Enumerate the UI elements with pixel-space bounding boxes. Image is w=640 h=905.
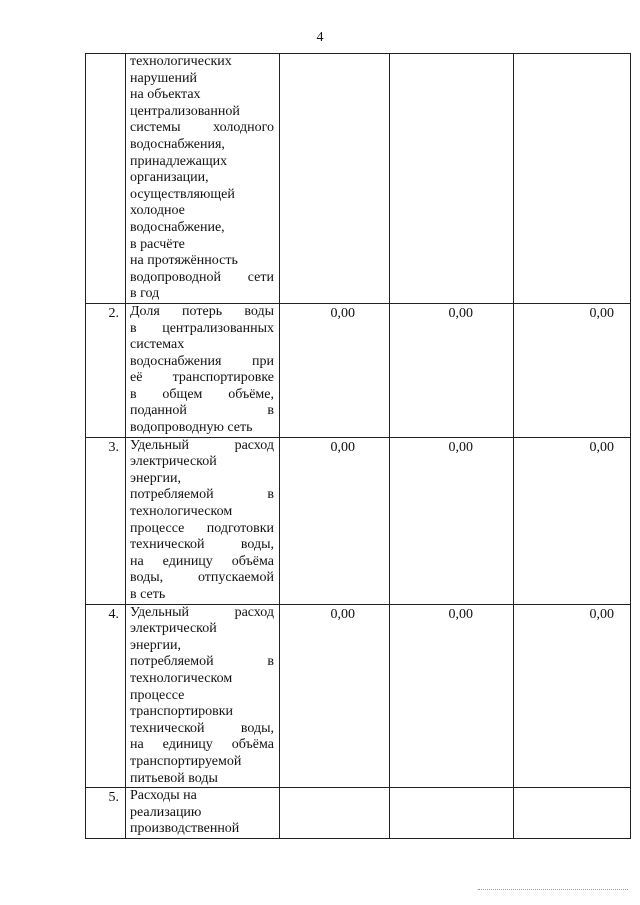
indicator-description bbox=[126, 54, 280, 304]
description-line: технологическом bbox=[130, 670, 233, 686]
table-row bbox=[86, 604, 631, 788]
footer-dotted-line bbox=[478, 889, 628, 890]
indicator-description bbox=[126, 437, 280, 604]
row-number: 3. bbox=[86, 437, 126, 604]
table-row bbox=[86, 303, 631, 437]
description-line: потребляемой в bbox=[130, 654, 274, 670]
description-line: водоснабжения, bbox=[130, 136, 225, 152]
description-line: энергии, bbox=[130, 470, 181, 486]
description-line: в сеть bbox=[130, 587, 166, 602]
row-number: 2. bbox=[86, 303, 126, 437]
value-cell-v2: 0,00 bbox=[390, 303, 514, 437]
value-cell-v2 bbox=[390, 788, 514, 839]
table-row bbox=[86, 788, 631, 839]
description-line: нарушений bbox=[130, 70, 197, 86]
description-line: на протяжённость bbox=[130, 253, 238, 269]
value-cell-v1: 0,00 bbox=[280, 437, 390, 604]
description-line: технологическом bbox=[130, 504, 233, 520]
table-row bbox=[86, 54, 631, 304]
description-line: производственной bbox=[130, 821, 240, 837]
description-line: в общем объёме, bbox=[130, 386, 274, 402]
description-line: Удельный расход bbox=[130, 604, 274, 620]
description-line: электрической bbox=[130, 454, 217, 470]
description-line: в централизованных bbox=[130, 320, 274, 336]
description-line: Удельный расход bbox=[130, 437, 274, 453]
description-line: её транспортировке bbox=[130, 370, 274, 386]
indicator-description bbox=[126, 604, 280, 788]
description-line: в год bbox=[130, 286, 160, 302]
value-cell-v1 bbox=[280, 54, 390, 304]
description-line: централизованной bbox=[130, 103, 240, 119]
value-cell-v3 bbox=[514, 788, 631, 839]
description-line: в расчёте bbox=[130, 236, 185, 252]
description-line: водоснабжение, bbox=[130, 219, 225, 235]
description-line: транспортировки bbox=[130, 704, 234, 720]
description-line: электрической bbox=[130, 621, 217, 637]
description-line: осуществляющей bbox=[130, 186, 235, 202]
value-cell-v3: 0,00 bbox=[514, 303, 631, 437]
description-line: технологических bbox=[130, 54, 232, 69]
description-line: на объектах bbox=[130, 87, 201, 103]
description-line: воды, отпускаемой bbox=[130, 570, 274, 586]
description-line: Расходы на bbox=[130, 788, 197, 804]
description-line: системы холодного bbox=[130, 120, 274, 136]
description-line: технической воды, bbox=[130, 537, 274, 553]
value-cell-v3: 0,00 bbox=[514, 437, 631, 604]
value-cell-v2 bbox=[390, 54, 514, 304]
table-body bbox=[86, 54, 631, 839]
value-cell-v1 bbox=[280, 788, 390, 839]
description-line: водопроводной сети bbox=[130, 269, 274, 285]
value-cell-v1: 0,00 bbox=[280, 303, 390, 437]
description-line: системах bbox=[130, 337, 185, 353]
value-cell-v2: 0,00 bbox=[390, 604, 514, 788]
row-number: 5. bbox=[86, 788, 126, 839]
value-cell-v1: 0,00 bbox=[280, 604, 390, 788]
value-cell-v2: 0,00 bbox=[390, 437, 514, 604]
description-line: питьевой воды bbox=[130, 770, 218, 786]
description-line: организации, bbox=[130, 170, 209, 186]
description-line: потребляемой в bbox=[130, 487, 274, 503]
indicator-description bbox=[126, 303, 280, 437]
row-number bbox=[86, 54, 126, 304]
description-line: реализацию bbox=[130, 804, 202, 820]
indicators-table bbox=[85, 53, 631, 839]
description-line: принадлежащих bbox=[130, 153, 228, 169]
description-line: транспортируемой bbox=[130, 753, 242, 769]
value-cell-v3: 0,00 bbox=[514, 604, 631, 788]
value-cell-v3 bbox=[514, 54, 631, 304]
indicator-description bbox=[126, 788, 280, 839]
description-line: энергии, bbox=[130, 637, 181, 653]
description-line: технической воды, bbox=[130, 720, 274, 736]
description-line: процессе bbox=[130, 687, 185, 703]
description-line: Доля потерь воды bbox=[130, 303, 274, 319]
row-number: 4. bbox=[86, 604, 126, 788]
page-number: 4 bbox=[316, 30, 324, 45]
description-line: водопроводную сеть bbox=[130, 420, 253, 436]
description-line: водоснабжения при bbox=[130, 353, 274, 369]
description-line: на единицу объёма bbox=[130, 553, 274, 569]
description-line: на единицу объёма bbox=[130, 737, 274, 753]
table-row bbox=[86, 437, 631, 604]
description-line: процессе подготовки bbox=[130, 520, 274, 536]
description-line: холодное bbox=[130, 203, 185, 219]
description-line: поданной в bbox=[130, 403, 274, 419]
